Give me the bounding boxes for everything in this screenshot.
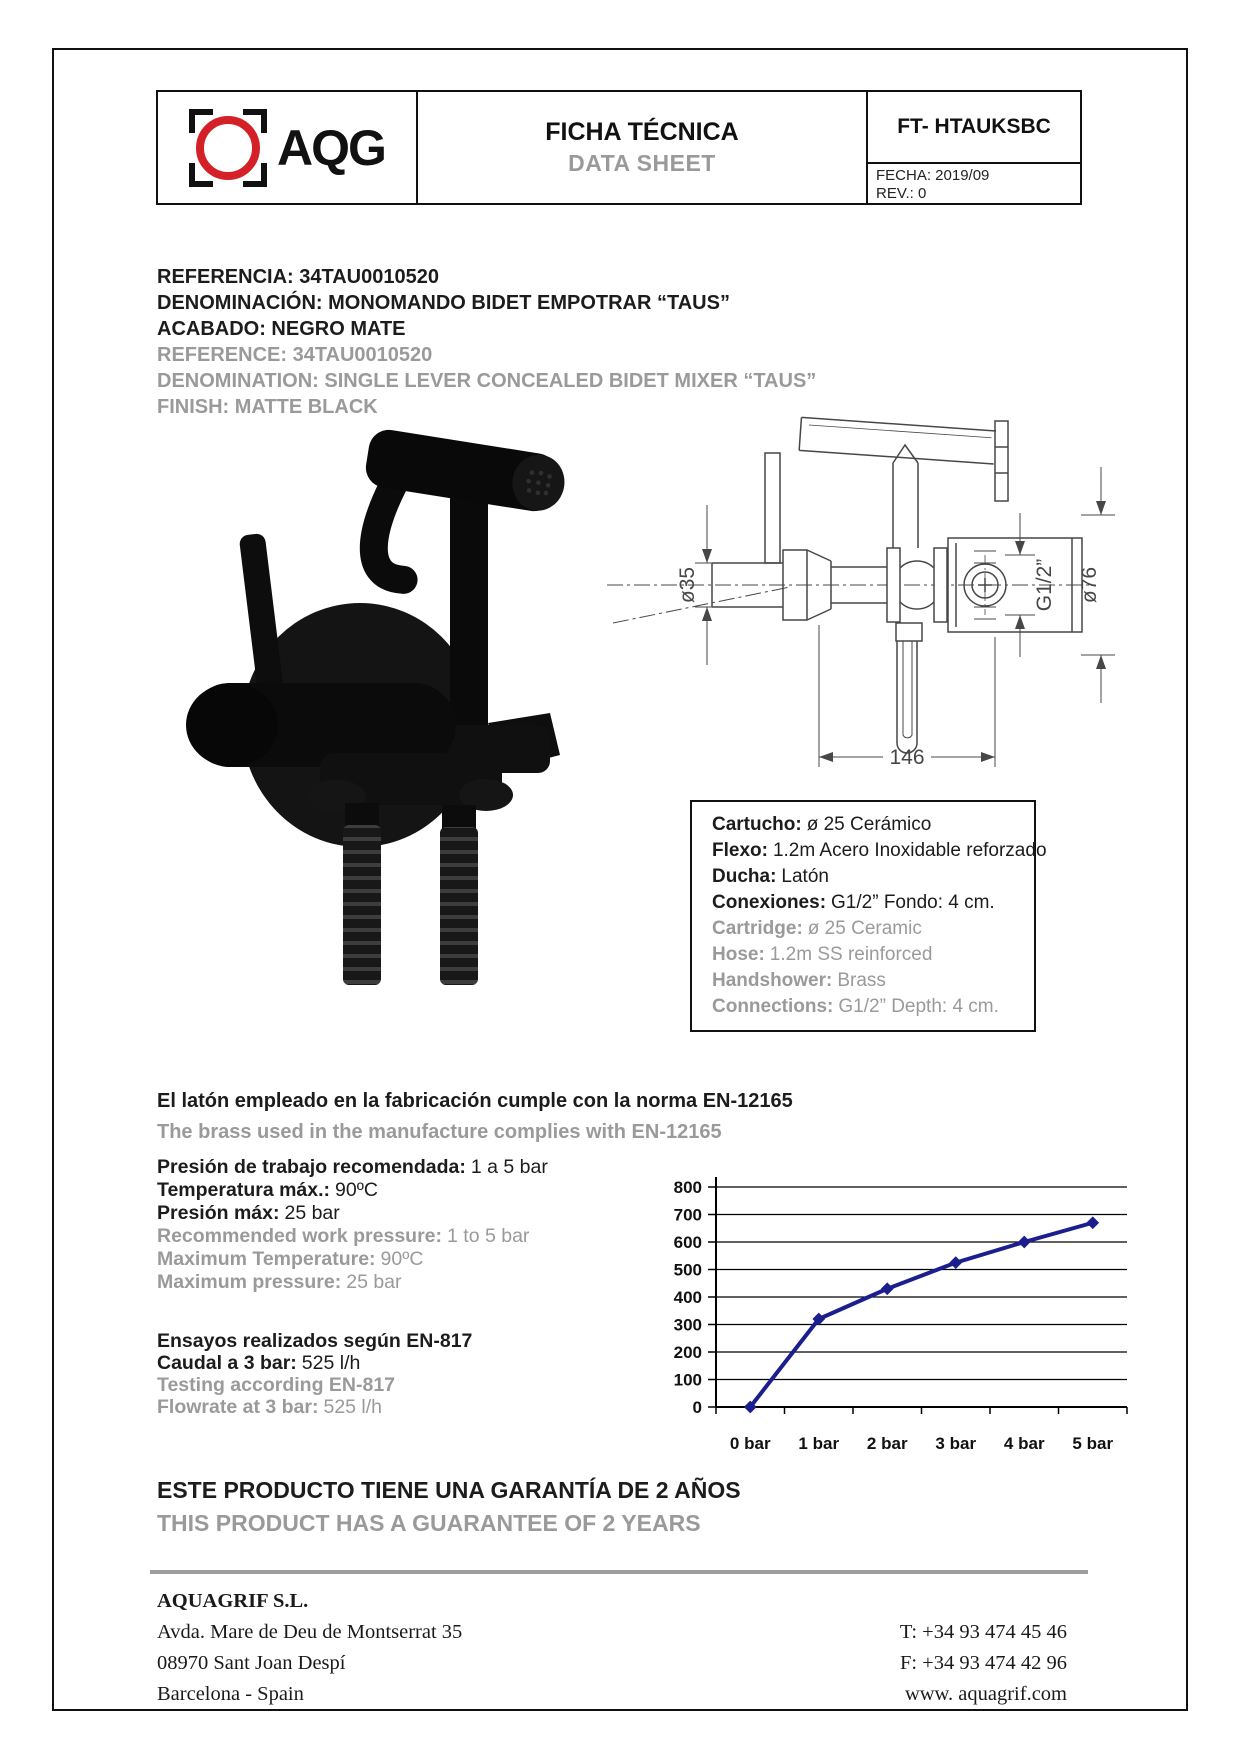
dim-dia-plate: ø76	[1078, 566, 1101, 604]
doc-meta	[868, 164, 1080, 203]
pressure-en-work: Recommended work pressure: 1 to 5 bar	[157, 1225, 530, 1247]
website: www. aquagrif.com	[904, 1683, 1067, 1705]
logo	[158, 92, 418, 203]
spec-hose: Hose: 1.2m SS reinforced	[712, 944, 933, 965]
svg-text:300: 300	[673, 1315, 702, 1335]
acabado-es: ACABADO: NEGRO MATE	[157, 318, 406, 340]
pressure-es-max: Presión máx: 25 bar	[157, 1202, 340, 1224]
testing-es-norm: Ensayos realizados según EN-817	[157, 1330, 473, 1352]
dim-thread: G1/2”	[1033, 558, 1056, 612]
warranty-en: THIS PRODUCT HAS A GUARANTEE OF 2 YEARS	[157, 1510, 701, 1536]
doc-title-es: FICHA TÉCNICA	[545, 118, 739, 146]
testing-block	[157, 1330, 477, 1418]
address-line-3: Barcelona - Spain	[157, 1683, 304, 1705]
pressure-block	[157, 1156, 548, 1294]
denominacion-es: DENOMINACIÓN: MONOMANDO BIDET EMPOTRAR “TAUS”	[157, 292, 730, 314]
svg-text:500: 500	[673, 1260, 702, 1280]
doc-code: FT- HTAUKSBC	[868, 92, 1080, 164]
svg-text:600: 600	[673, 1233, 702, 1252]
fax: F: +34 93 474 42 96	[899, 1652, 1067, 1674]
pressure-es-work: Presión de trabajo recomendada: 1 a 5 bar	[157, 1156, 548, 1178]
svg-text:3 bar: 3 bar	[935, 1434, 977, 1453]
svg-text:200: 200	[673, 1343, 702, 1362]
logo-ring-icon	[196, 116, 260, 180]
testing-en-flow: Flowrate at 3 bar: 525 l/h	[157, 1396, 383, 1418]
spec-cartridge: Cartridge: ø 25 Ceramic	[712, 918, 922, 939]
company-name: AQUAGRIF S.L.	[157, 1590, 309, 1612]
spec-connections: Connections: G1/2” Depth: 4 cm.	[712, 996, 999, 1017]
denomination-en: DENOMINATION: SINGLE LEVER CONCEALED BIDET MIXER “TAUS”	[157, 370, 817, 392]
testing-es-flow: Caudal a 3 bar: 525 l/h	[157, 1352, 361, 1374]
footer-divider	[150, 1570, 1088, 1574]
pressure-en-max: Maximum pressure: 25 bar	[157, 1271, 402, 1293]
norm-en: The brass used in the manufacture complies with EN-12165	[157, 1121, 722, 1143]
product-photo	[170, 425, 575, 985]
spec-handshower: Handshower: Brass	[712, 970, 886, 991]
pressure-en-temp: Maximum Temperature: 90ºC	[157, 1248, 424, 1270]
referencia-es: REFERENCIA: 34TAU0010520	[157, 266, 439, 288]
norm-es: El latón empleado en la fabricación cumple con la norma EN-12165	[157, 1090, 793, 1112]
doc-date: FECHA: 2019/09	[876, 167, 990, 184]
svg-text:0 bar: 0 bar	[729, 1434, 771, 1453]
header-code-cell	[868, 92, 1080, 203]
footer-address	[157, 1586, 462, 1710]
technical-drawing	[595, 415, 1140, 785]
warranty-block	[157, 1474, 741, 1540]
header	[156, 90, 1082, 205]
dim-dia-tube: ø35	[676, 566, 699, 604]
spec-ducha: Ducha: Latón	[712, 866, 829, 887]
svg-text:700: 700	[673, 1205, 702, 1225]
warranty-es: ESTE PRODUCTO TIENE UNA GARANTÍA DE 2 AÑOS	[157, 1477, 741, 1503]
svg-text:800: 800	[673, 1178, 702, 1197]
testing-en-norm: Testing according EN-817	[157, 1374, 396, 1396]
header-title-cell	[418, 92, 868, 203]
svg-text:0: 0	[692, 1398, 702, 1417]
pressure-es-temp: Temperatura máx.: 90ºC	[157, 1179, 378, 1201]
svg-text:1 bar: 1 bar	[798, 1434, 840, 1453]
address-line-2: 08970 Sant Joan Despí	[157, 1652, 346, 1674]
phone: T: +34 93 474 45 46	[899, 1621, 1067, 1643]
svg-text:400: 400	[673, 1288, 702, 1307]
spec-flexo: Flexo: 1.2m Acero Inoxidable reforzado	[712, 840, 1047, 861]
dim-width: 146	[889, 746, 925, 769]
spec-conexiones: Conexiones: G1/2” Fondo: 4 cm.	[712, 892, 995, 913]
svg-text:2 bar: 2 bar	[866, 1434, 908, 1453]
doc-rev: REV.: 0	[876, 185, 927, 202]
svg-text:4 bar: 4 bar	[1003, 1434, 1045, 1453]
reference-block	[157, 264, 816, 420]
finish-en: FINISH: MATTE BLACK	[157, 396, 378, 418]
svg-text:100: 100	[673, 1370, 702, 1390]
svg-text:5 bar: 5 bar	[1072, 1434, 1114, 1453]
spec-cartucho: Cartucho: ø 25 Cerámico	[712, 814, 932, 835]
reference-en: REFERENCE: 34TAU0010520	[157, 344, 433, 366]
norm-block	[157, 1086, 793, 1148]
spec-box	[690, 800, 1047, 1032]
doc-title-en: DATA SHEET	[568, 150, 716, 176]
footer-contact	[900, 1617, 1067, 1710]
flowrate-chart	[620, 1160, 1180, 1460]
address-line-1: Avda. Mare de Deu de Montserrat 35	[157, 1621, 463, 1643]
aqg-logo-icon	[189, 109, 267, 187]
logo-text: AQG	[277, 119, 385, 176]
